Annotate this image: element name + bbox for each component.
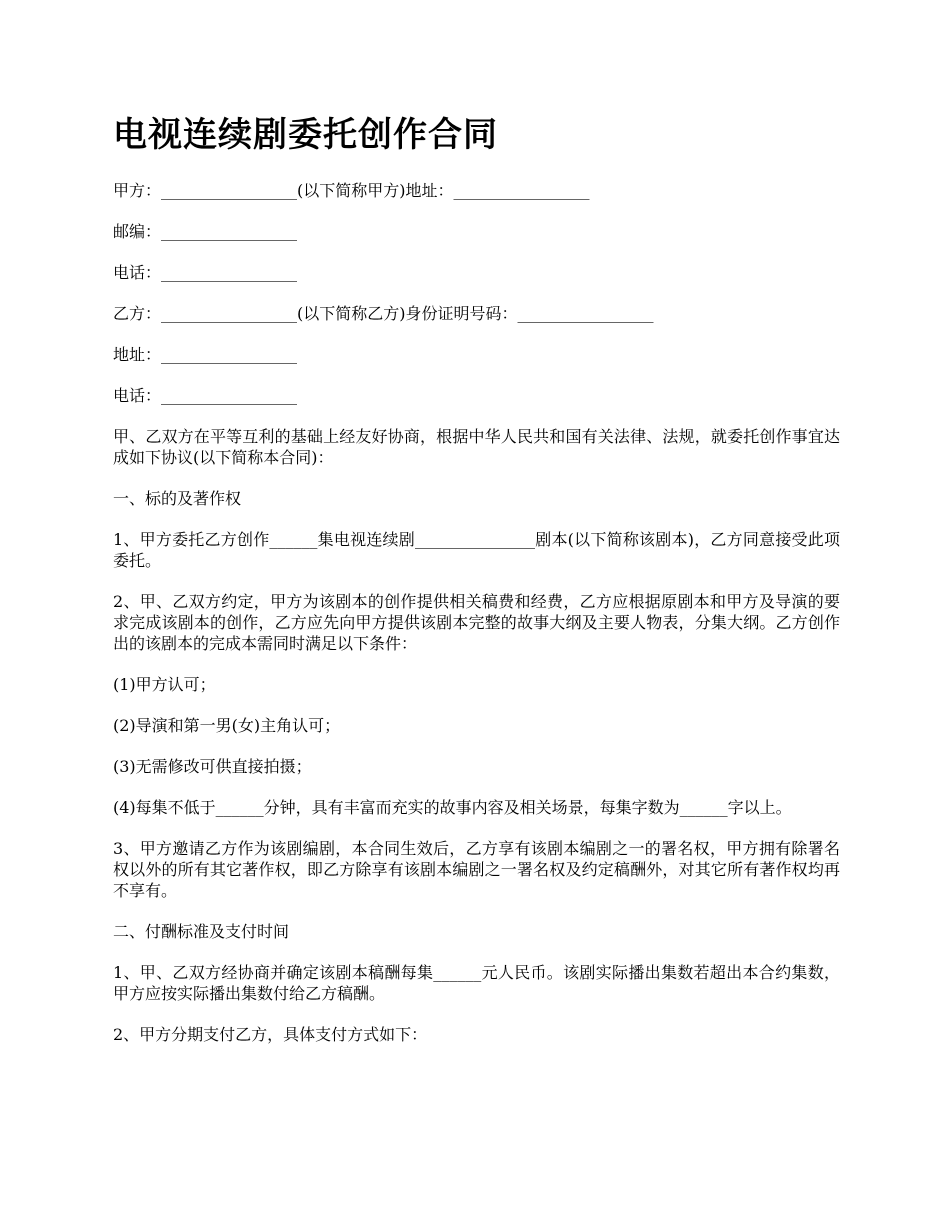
condition-4: (4)每集不低于______分钟，具有丰富而充实的故事内容及相关场景，每集字数为______字以上。 [113, 798, 792, 817]
preamble-paragraph: 甲、乙双方在平等互利的基础上经友好协商，根据中华人民共和国有关法律、法规，就委托创作事宜达成如下协议(以下简称本合同)： [113, 427, 840, 467]
document-body [113, 180, 840, 1045]
clause-1-2: 2、甲、乙双方约定，甲方为该剧本的创作提供相关稿费和经费，乙方应根据原剧本和甲方及导演的要求完成该剧本的创作，乙方应先向甲方提供该剧本完整的故事大纲及主要人物表，分集大纲。乙方创作出的该剧本的完成本需同时满足以下条件： [113, 592, 840, 653]
party-b-address: 地址：_________________ [113, 345, 298, 364]
section-heading-2: 二、付酬标准及支付时间 [113, 922, 290, 941]
document-page [113, 112, 840, 1065]
condition-2: (2)导演和第一男(女)主角认可； [113, 716, 341, 735]
condition-1: (1)甲方认可； [113, 675, 216, 694]
section-heading-1: 一、标的及著作权 [113, 489, 242, 508]
clause-2-1: 1、甲、乙双方经协商并确定该剧本稿酬每集______元人民币。该剧实际播出集数若超出本合约集数，甲方应按实际播出集数付给乙方稿酬。 [113, 963, 840, 1003]
document-title: 电视连续剧委托创作合同 [113, 115, 498, 155]
party-a-line: 甲方：_________________(以下简称甲方)地址：_________________ [113, 181, 590, 200]
party-b-line: 乙方：_________________(以下简称乙方)身份证明号码：_________________ [113, 304, 654, 323]
party-a-phone: 电话：_________________ [113, 263, 298, 282]
condition-3: (3)无需修改可供直接拍摄； [113, 757, 312, 776]
clause-1-1: 1、甲方委托乙方创作______集电视连续剧_______________剧本(以下简称该剧本)，乙方同意接受此项委托。 [113, 530, 840, 570]
clause-1-3: 3、甲方邀请乙方作为该剧编剧，本合同生效后，乙方享有该剧本编剧之一的署名权，甲方拥有除署名权以外的所有其它著作权，即乙方除享有该剧本编剧之一署名权及约定稿酬外，对其它所有著作权均再不享有。 [113, 839, 840, 900]
party-b-phone: 电话：_________________ [113, 386, 298, 405]
party-a-postcode: 邮编：_________________ [113, 222, 298, 241]
clause-2-2: 2、甲方分期支付乙方，具体支付方式如下： [113, 1025, 428, 1044]
